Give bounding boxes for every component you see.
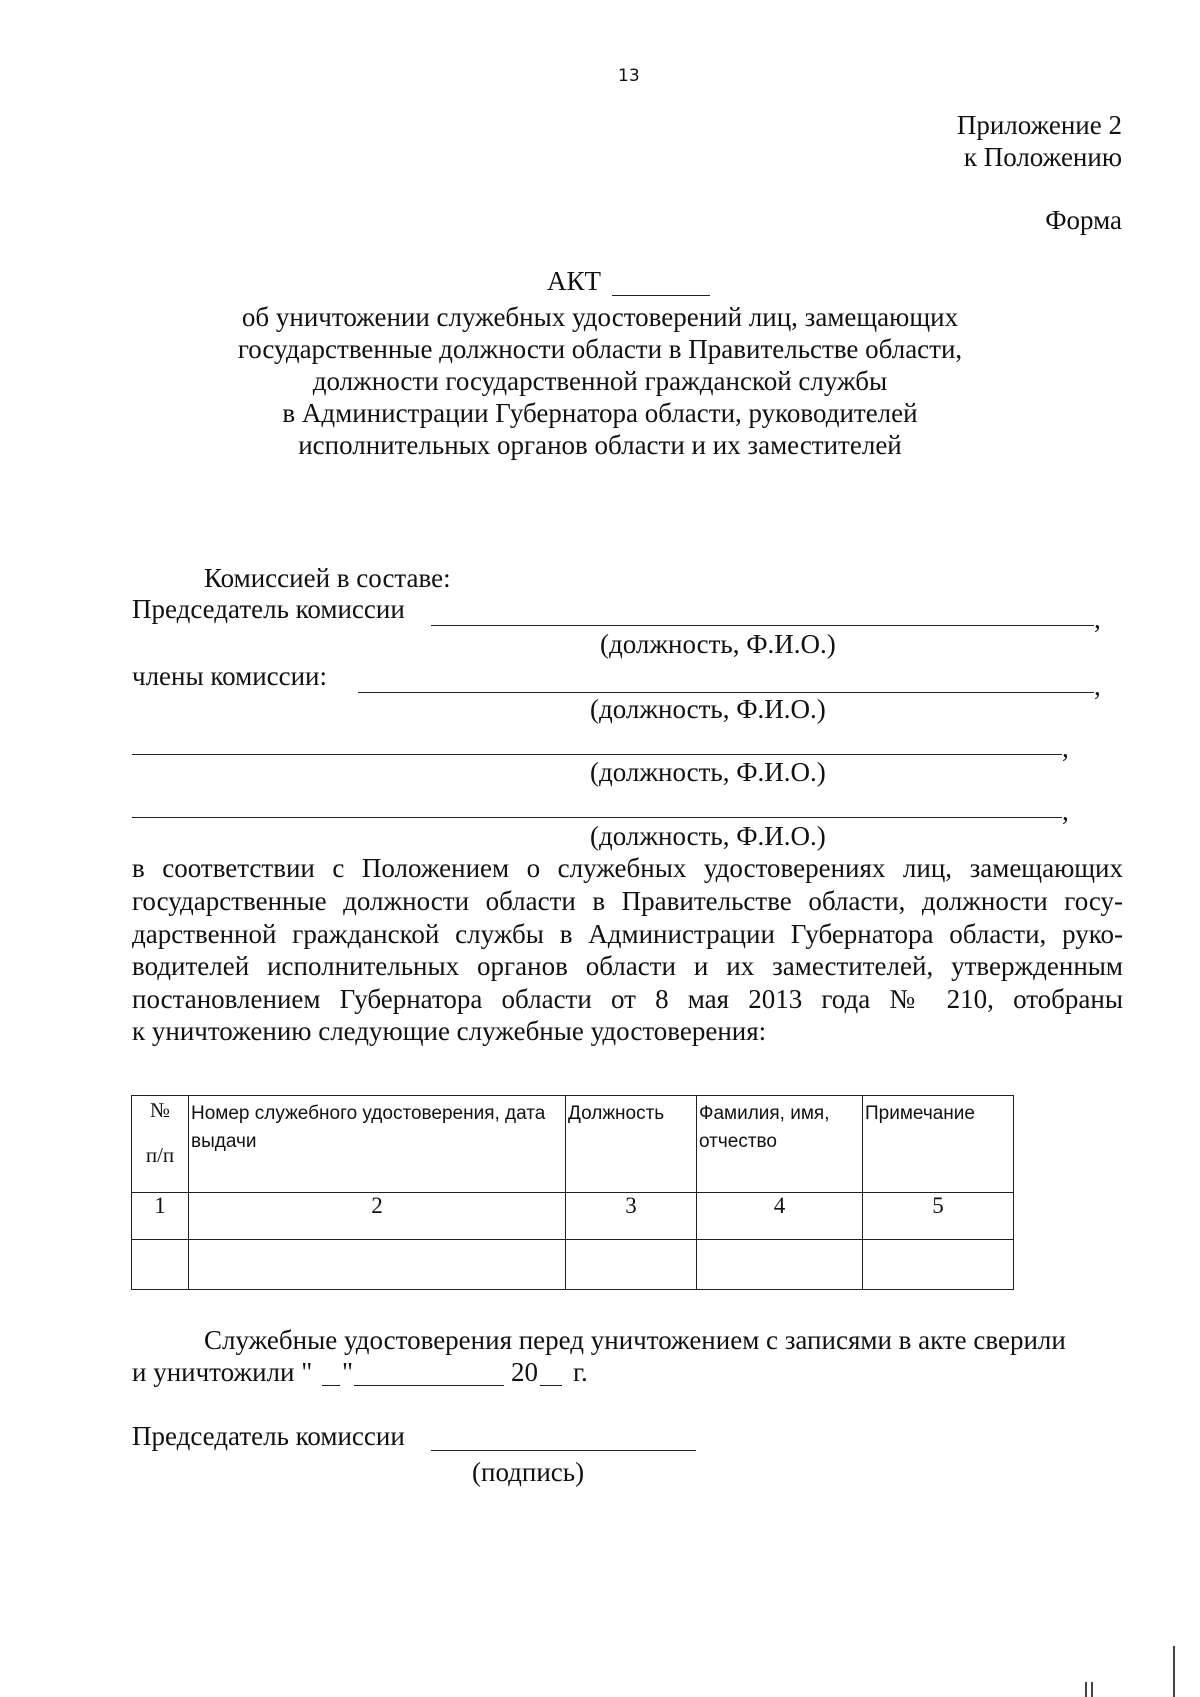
comma: , — [1094, 604, 1101, 634]
header-num-top: № — [149, 1098, 171, 1122]
title-line-1: об уничтожении служебных удостоверений лиц, замещающих — [241, 302, 959, 332]
certificates-table — [131, 1095, 1014, 1290]
header-num — [132, 1096, 189, 1193]
title-line-5: исполнительных органов области и их заместителей — [298, 430, 902, 460]
header-name — [697, 1096, 863, 1193]
body-line-6: к уничтожению следующие служебные удостоверения: — [132, 1016, 767, 1046]
act-title: АКТ — [547, 266, 601, 296]
scan-mark — [1173, 1646, 1175, 1697]
position-hint: (должность, Ф.И.О.) — [590, 694, 826, 724]
body-line-5: постановлением Губернатора области от 8 мая 2013 года № 210, отобраны — [132, 984, 1123, 1014]
table-number-row — [132, 1193, 1014, 1240]
appendix-label: Приложение 2 — [956, 110, 1122, 140]
scan-mark — [1085, 1682, 1087, 1697]
act-number-blank — [612, 295, 710, 296]
page-number: 13 — [618, 66, 640, 86]
column-number: 5 — [863, 1193, 1014, 1240]
table-cell[interactable] — [863, 1240, 1014, 1290]
title-line-3: должности государственной гражданской службы — [312, 366, 888, 396]
chairman-label: Председатель комиссии — [132, 594, 405, 624]
day-blank — [322, 1385, 340, 1386]
column-number: 1 — [132, 1193, 189, 1240]
conclusion-quote: " — [342, 1357, 354, 1387]
comma: , — [1062, 733, 1069, 763]
conclusion-suffix: г. — [573, 1357, 588, 1387]
column-number: 4 — [697, 1193, 863, 1240]
body-line-4: водителей исполнительных органов области и их заместителей, утвержденным — [132, 951, 1123, 981]
body-line-2: государственные должности области в Правительстве области, должности госу- — [132, 886, 1123, 916]
signature-hint: (подпись) — [472, 1457, 585, 1487]
year-blank — [540, 1385, 562, 1386]
table-cell[interactable] — [132, 1240, 189, 1290]
column-number: 2 — [189, 1193, 566, 1240]
body-line-1: в соответствии с Положением о служебных удостоверениях лиц, замещающих — [132, 853, 1123, 883]
position-hint: (должность, Ф.И.О.) — [600, 629, 836, 659]
body-line-3: дарственной гражданской службы в Администрации Губернатора области, руко- — [132, 919, 1123, 949]
signature-chairman-label: Председатель комиссии — [132, 1421, 405, 1451]
title-line-2: государственные должности области в Правительстве области, — [237, 334, 963, 364]
header-note — [863, 1096, 1014, 1193]
form-label: Форма — [1045, 205, 1122, 235]
member-blank-2 — [132, 754, 1062, 755]
title-line-4: в Администрации Губернатора области, руководителей — [282, 398, 918, 428]
month-blank — [354, 1385, 504, 1386]
table-cell[interactable] — [189, 1240, 566, 1290]
conclusion-prefix: и уничтожили " — [132, 1357, 313, 1387]
column-number: 3 — [566, 1193, 697, 1240]
regulation-ref: к Положению — [963, 142, 1122, 172]
table-row — [132, 1240, 1014, 1290]
header-position-label: Должность — [568, 1103, 665, 1124]
comma: , — [1094, 671, 1101, 701]
conclusion-year: 20 — [511, 1357, 538, 1387]
member-blank-1 — [358, 692, 1094, 693]
comma: , — [1062, 796, 1069, 826]
position-hint: (должность, Ф.И.О.) — [590, 757, 826, 787]
member-blank-3 — [132, 817, 1062, 818]
table-cell[interactable] — [566, 1240, 697, 1290]
header-name-label: Фамилия, имя, отчество — [699, 1103, 830, 1152]
members-label: члены комиссии: — [132, 661, 328, 691]
header-note-label: Примечание — [865, 1103, 975, 1124]
header-position — [566, 1096, 697, 1193]
chairman-blank — [431, 625, 1094, 626]
position-hint: (должность, Ф.И.О.) — [590, 821, 826, 851]
signature-blank — [431, 1450, 696, 1451]
conclusion-line-1: Служебные удостоверения перед уничтожением с записями в акте сверили — [204, 1325, 1066, 1355]
table-header-row — [132, 1096, 1014, 1193]
scan-mark — [1091, 1682, 1093, 1697]
header-num-bottom: п/п — [145, 1143, 175, 1167]
header-cert-label: Номер служебного удостоверения, дата выдачи — [191, 1103, 546, 1152]
header-cert — [189, 1096, 566, 1193]
commission-intro: Комиссией в составе: — [204, 563, 451, 593]
table-cell[interactable] — [697, 1240, 863, 1290]
